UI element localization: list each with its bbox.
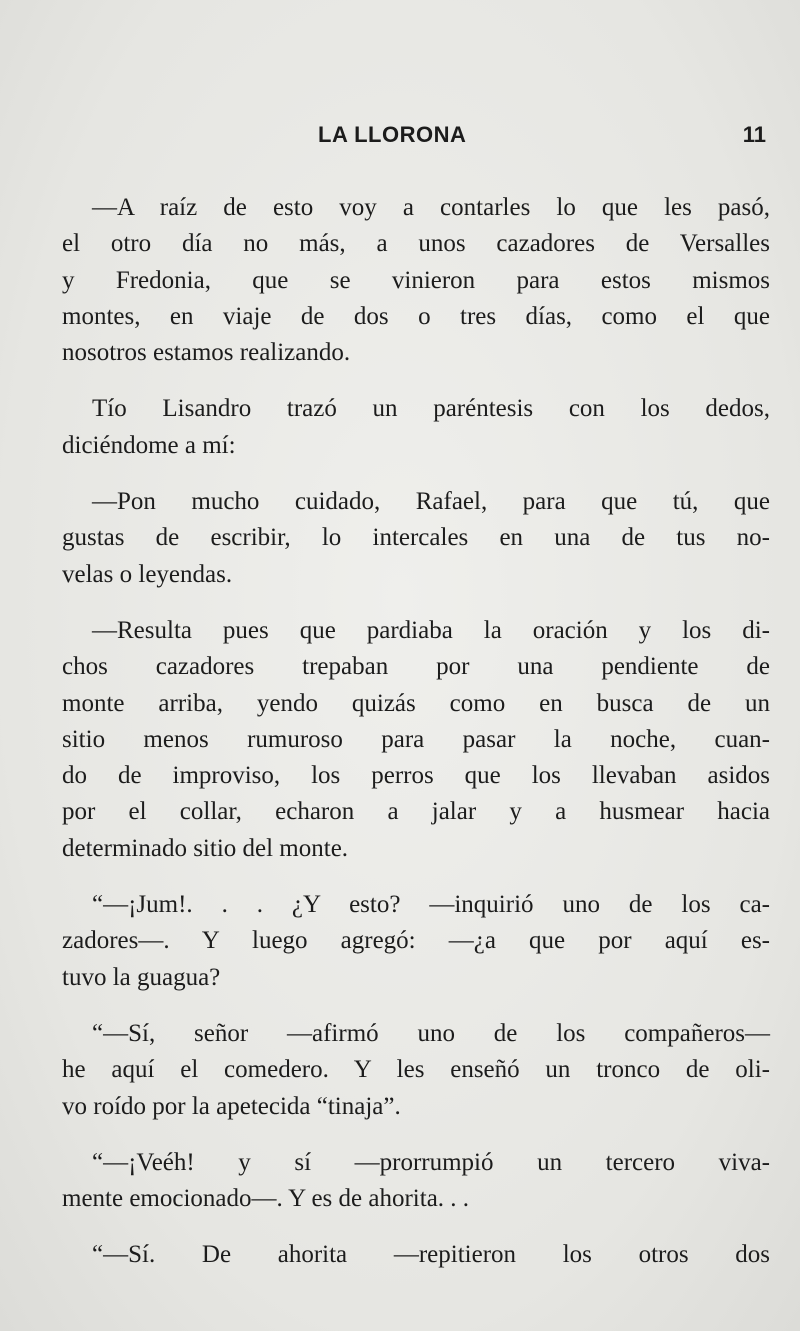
paragraph bbox=[62, 613, 770, 867]
text-line: velas o leyendas. bbox=[62, 560, 233, 588]
text-line: “—¡Jum!. . . ¿Y esto? —inquirió uno de los ca- bbox=[92, 891, 770, 919]
text-line: chos cazadores trepaban por una pendiente de bbox=[62, 653, 770, 681]
text-line: he aquí el comedero. Y les enseñó un tronco de oli- bbox=[62, 1056, 770, 1084]
chapter-title: LA LLORONA bbox=[318, 122, 467, 147]
text-line: gustas de escribir, lo intercales en una de tus no- bbox=[62, 524, 770, 552]
text-line: “—Sí, señor —afirmó uno de los compañeros— bbox=[92, 1019, 770, 1047]
paragraph bbox=[62, 1145, 770, 1218]
text-line: —A raíz de esto voy a contarles lo que les pasó, bbox=[92, 194, 770, 221]
text-line: por el collar, echaron a jalar y a husmear hacia bbox=[62, 798, 770, 826]
text-line: mente emocionado—. Y es de ahorita. . . bbox=[62, 1185, 470, 1213]
text-line: nosotros estamos realizando. bbox=[62, 339, 351, 367]
paragraph bbox=[62, 190, 770, 371]
text-line: y Fredonia, que se vinieron para estos mismos bbox=[62, 266, 770, 294]
text-line: “—¡Veéh! y sí —prorrumpió un tercero viva- bbox=[92, 1148, 770, 1176]
page-number: 11 bbox=[742, 122, 766, 147]
text-line: zadores—. Y luego agregó: —¿a que por aquí es- bbox=[62, 927, 770, 955]
text-line: diciéndome a mí: bbox=[62, 431, 236, 459]
book-page bbox=[62, 0, 770, 1331]
text-line: determinado sitio del monte. bbox=[62, 834, 349, 862]
text-line: monte arriba, yendo quizás como en busca de un bbox=[62, 689, 770, 717]
paragraph bbox=[62, 484, 770, 593]
text-line: tuvo la guagua? bbox=[62, 963, 221, 991]
paragraph bbox=[62, 1237, 770, 1273]
text-line: do de improviso, los perros que los llevaban asidos bbox=[62, 762, 770, 790]
paragraph bbox=[62, 391, 770, 464]
paragraph bbox=[62, 1016, 770, 1125]
text-line: Tío Lisandro trazó un paréntesis con los dedos, bbox=[92, 395, 770, 423]
text-line: —Pon mucho cuidado, Rafael, para que tú, que bbox=[92, 488, 770, 516]
text-line: sitio menos rumuroso para pasar la noche, cuan- bbox=[62, 725, 770, 753]
running-header bbox=[62, 122, 770, 152]
text-line: —Resulta pues que pardiaba la oración y los di- bbox=[92, 616, 770, 644]
text-line: vo roído por la apetecida “tinaja”. bbox=[62, 1092, 401, 1120]
text-line: montes, en viaje de dos o tres días, como el que bbox=[62, 302, 770, 330]
body-text bbox=[62, 190, 770, 1294]
text-line: “—Sí. De ahorita —repitieron los otros dos bbox=[92, 1241, 770, 1269]
paragraph bbox=[62, 887, 770, 996]
text-line: el otro día no más, a unos cazadores de Versalles bbox=[62, 230, 770, 258]
